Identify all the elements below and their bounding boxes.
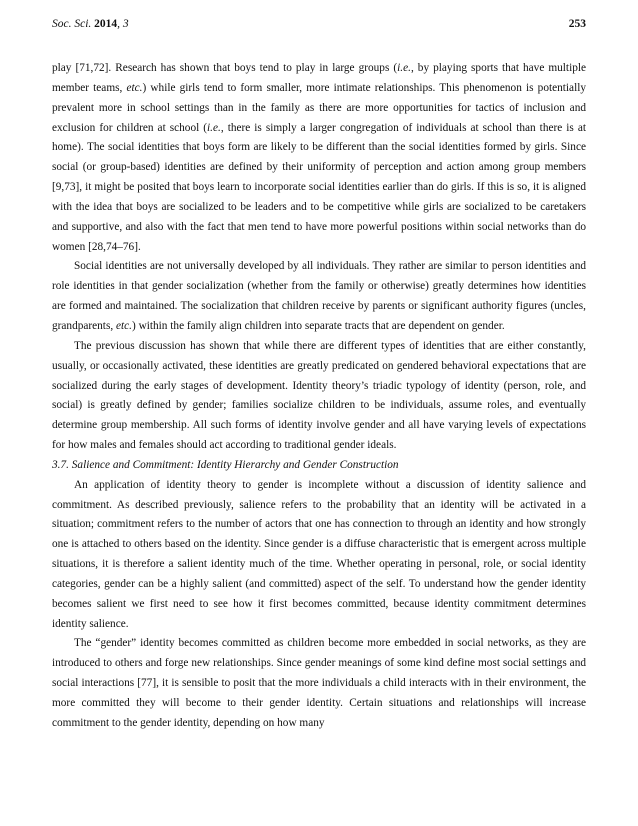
journal-year: 2014	[94, 18, 118, 30]
paragraph: The previous discussion has shown that while there are different types of identities that are either constantly, usually, or occasionally activated, these identities are greatly predicated on gendered behavioral expectations that are socialized during the early stages of development. Identity theory’s triadic typology of identity (person, role, and social) is greatly defined by gender; families socialize children to be individuals, assume roles, and eventually determine group membership. All such forms of identity involve gender and all have varying levels of expectations for how males and females should act according to traditional gender ideals.	[52, 339, 586, 452]
running-header	[52, 18, 586, 38]
paragraph: An application of identity theory to gender is incomplete without a discussion of identity salience and commitment. As described previously, salience refers to the probability that an identity will be activated in a situation; commitment refers to the number of actors that one has connection to through an identity and how strongly one is attached to others based on the identity. Since gender is a diffuse characteristic that is emergent across multiple situations, it is therefore a salient identity much of the time. Whether operating in personal, role, or social identity categories, gender can be a highly salient (and committed) aspect of the self. To understand how the gender identity becomes salient we first need to see how it first becomes committed, because identity commitment determines identity salience.	[52, 478, 586, 630]
page-number: 253	[568, 18, 586, 30]
article-body	[52, 59, 586, 734]
paragraph: Social identities are not universally developed by all individuals. They rather are similar to person identities and role identities in that gender socialization (whether from the family or otherwise) greatly determines how identities are formed and maintained. The socialization that children receive by parents or significant authority figures (uncles, grandparents, etc.) within the family align children into separate tracts that are dependent on gender.	[52, 260, 586, 332]
paragraph: The “gender” identity becomes committed as children become more embedded in social networks, as they are introduced to others and forge new relationships. Since gender meanings of some kind define most social settings and social interactions [77], it is sensible to posit that the more individuals a child interacts with in their environment, the more committed they will become to their gender identity. Certain situations and relationships will increase commitment to the gender identity, depending on how many	[52, 637, 586, 729]
journal-citation: Soc. Sci. 2014, 3	[52, 18, 129, 30]
paragraph: play [71,72]. Research has shown that boys tend to play in large groups (i.e., by playing sports that have multiple member teams, etc.) while girls tend to form smaller, more intimate relationships. This phenomenon is potentially prevalent more in school settings than in the family as there are more opportunities for tactics of inclusion and exclusion for children at school (i.e., there is simply a larger congregation of individuals at school than there is at home). The social identities that boys form are likely to be different than the social identities formed by girls. Since social (or group-based) identities are defined by their uniformity of perception and action among group members [9,73], it might be posited that boys learn to incorporate social identities earlier than do girls. If this is so, it is aligned with the idea that boys are socialized to be leaders and to be competitive while girls are socialized to be caretakers and supportive, and also with the fact that men tend to have more powerful positions within social networks than do women [28,74–76].	[52, 62, 587, 253]
journal-name: Soc. Sci.	[52, 18, 92, 30]
section-heading: 3.7. Salience and Commitment: Identity Hierarchy and Gender Construction	[52, 458, 399, 471]
journal-volume: 3	[122, 18, 129, 30]
